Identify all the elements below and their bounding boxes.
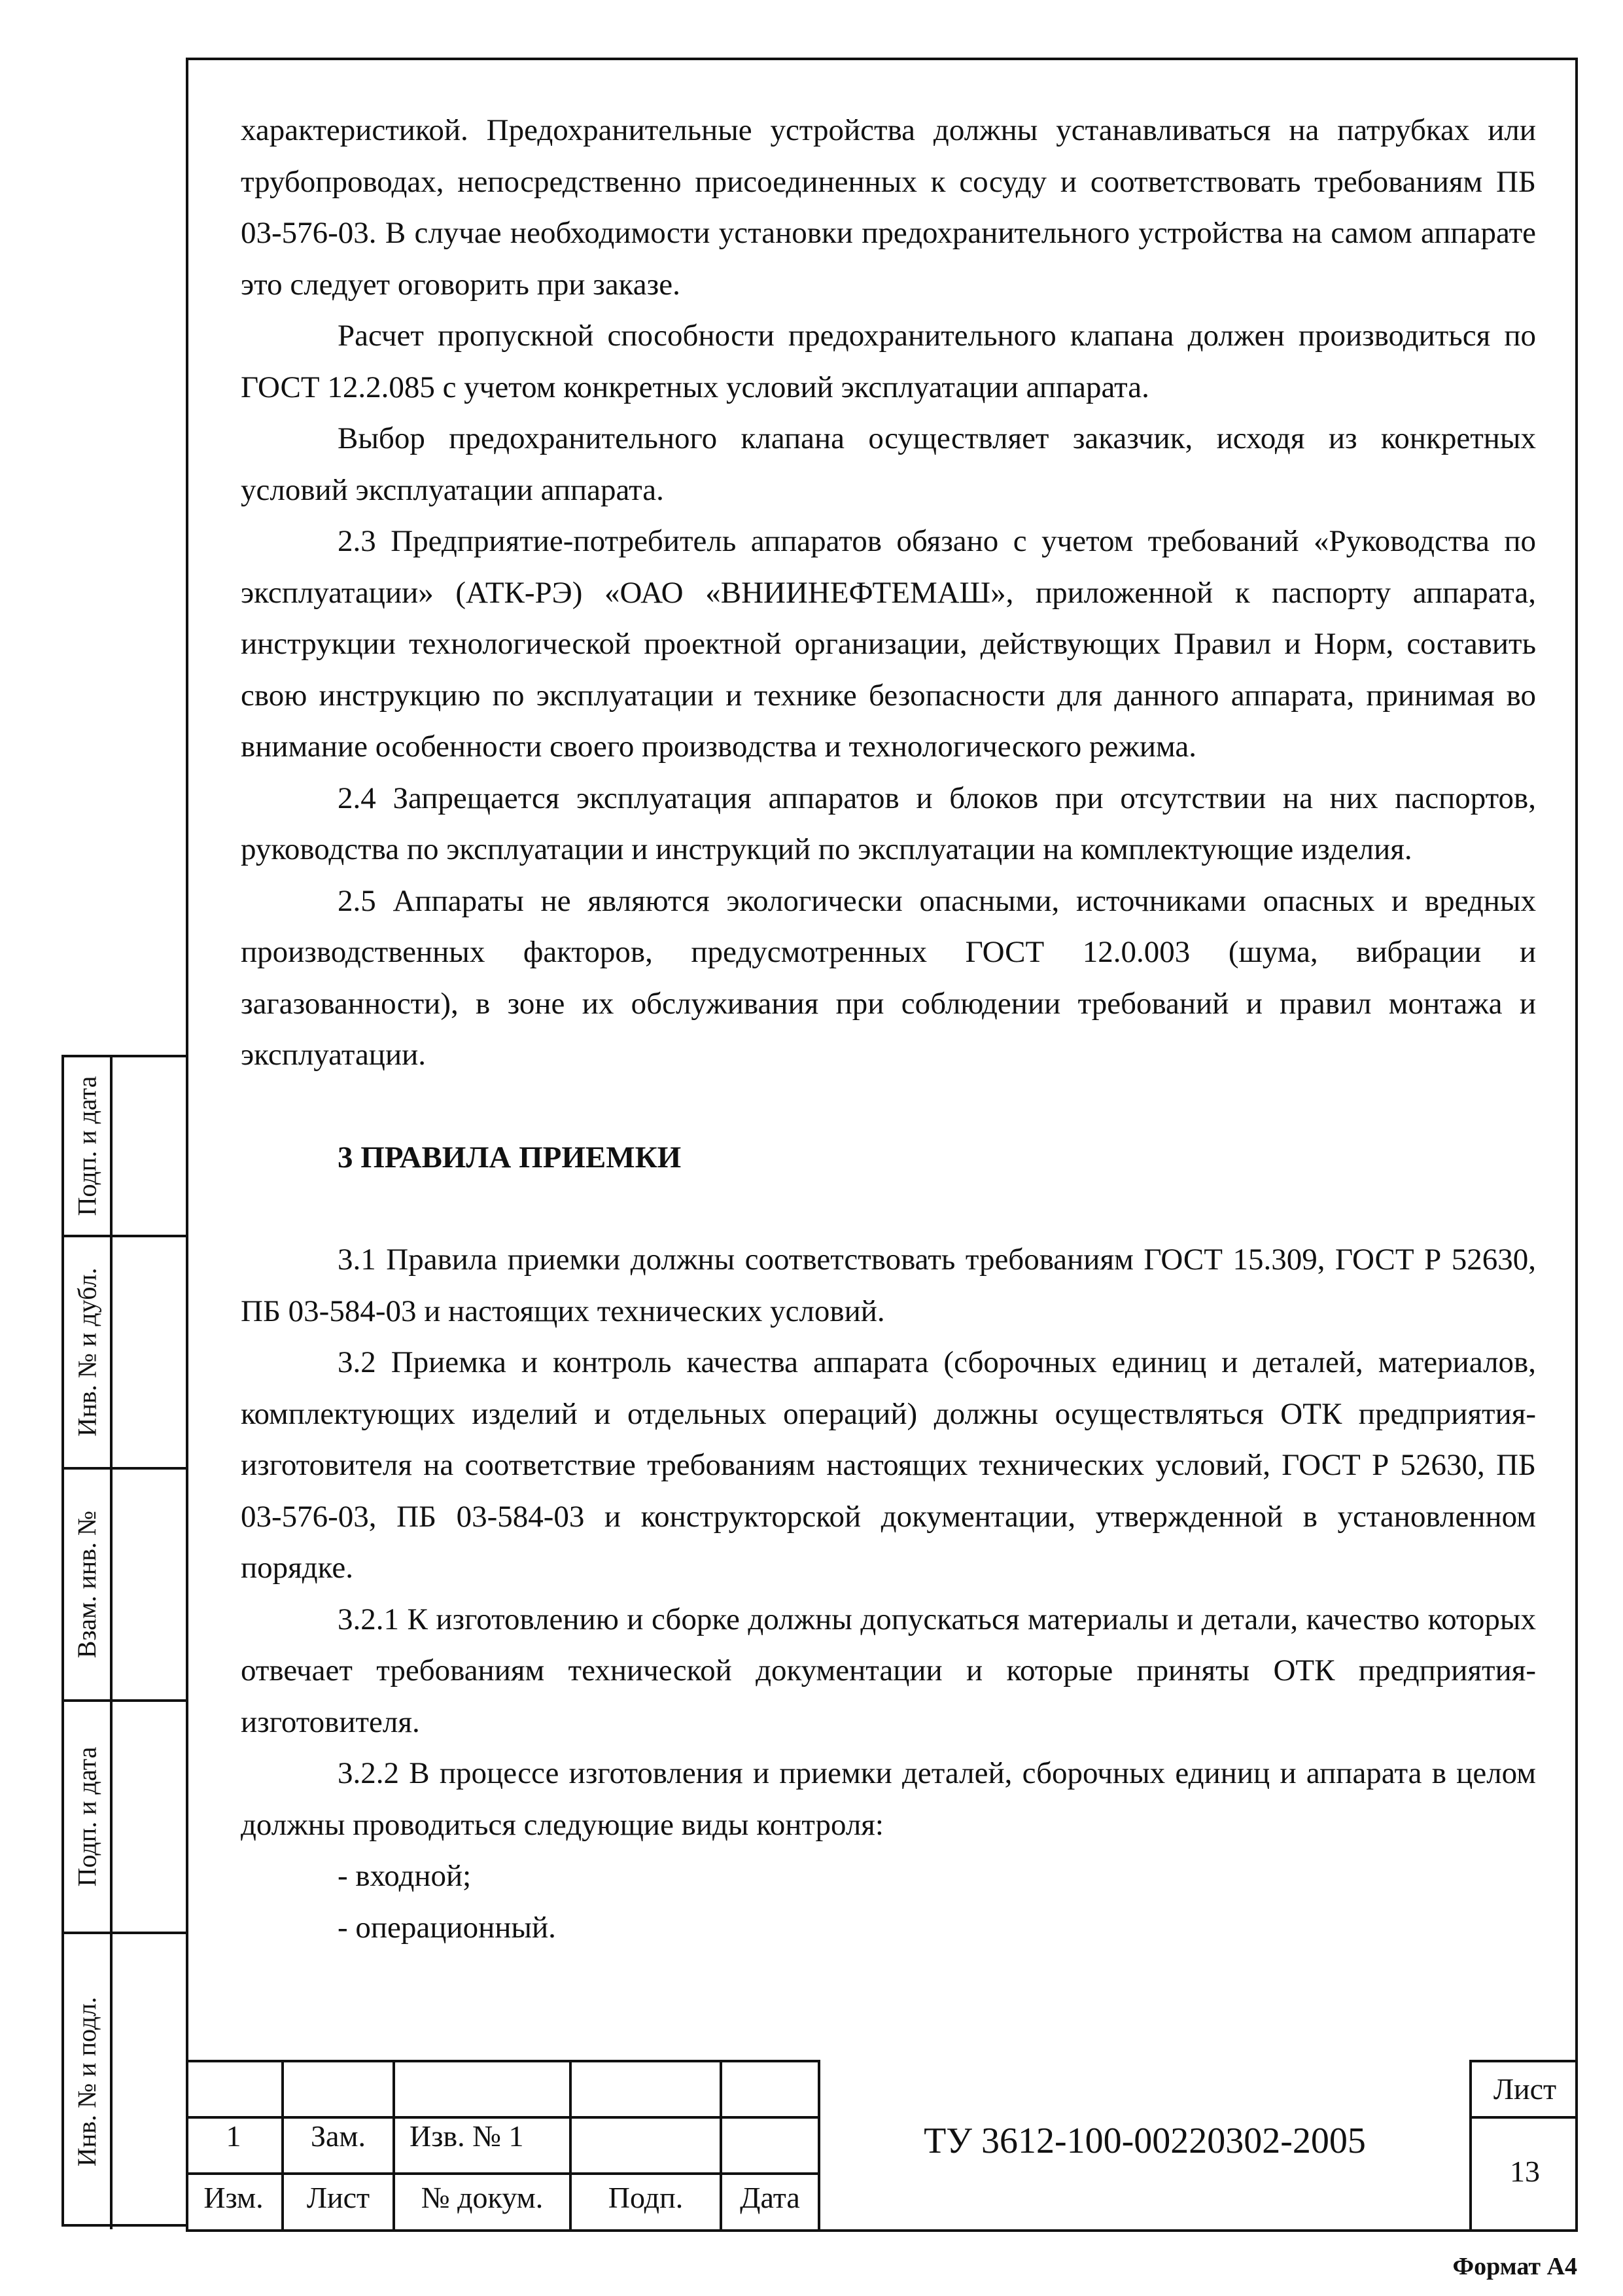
paragraph: 3.2 Приемка и контроль качества аппарата (сборочных единиц и деталей, материалов, комплектующих изделий и отдельных операций) должны осуществляться ОТК предприятия-изготовителя на соответствие требованиям настоящих технических условий, ГОСТ Р 52630, ПБ 03-576-03, ПБ 03-584-03 и конструкторской документации, утвержденной в установленном порядке. bbox=[241, 1345, 1536, 1585]
side-label: Инв. № и дубл. bbox=[72, 1267, 102, 1437]
side-cell bbox=[64, 1057, 188, 1237]
paragraph: 3.2.2 В процессе изготовления и приемки деталей, сборочных единиц и аппарата в целом должны проводиться следующие виды контроля: bbox=[241, 1756, 1536, 1842]
side-label: Инв. № и подл. bbox=[72, 1996, 102, 2167]
sheet-label: Лист bbox=[1493, 2072, 1557, 2106]
side-label-cell bbox=[64, 1237, 113, 1467]
side-label: Подп. и дата bbox=[72, 1076, 102, 1216]
side-stamp-strip bbox=[61, 1055, 188, 2227]
side-label-cell bbox=[64, 1057, 113, 1235]
document-body bbox=[241, 105, 1536, 1953]
col-izm: Изм. bbox=[203, 2181, 264, 2214]
side-label-cell bbox=[64, 1702, 113, 1932]
paragraph: 2.4 Запрещается эксплуатация аппаратов и блоков при отсутствии на них паспортов, руководства по эксплуатации и инструкций по эксплуатации на комплектующие изделия. bbox=[241, 781, 1536, 866]
side-label: Подп. и дата bbox=[72, 1746, 102, 1887]
document-code: ТУ 3612-100-00220302-2005 bbox=[924, 2121, 1366, 2161]
side-cell bbox=[64, 1702, 188, 1934]
paragraph: 3.2.1 К изготовлению и сборке должны допускаться материалы и детали, качество которых отвечает требованиям технической документации и которые приняты ОТК предприятия-изготовителя. bbox=[241, 1602, 1536, 1739]
paragraph: 2.5 Аппараты не являются экологически опасными, источниками опасных и вредных производственных факторов, предусмотренных ГОСТ 12.0.003 (шума, вибрации и загазованности), в зоне их обслуживания при соблюдении требований и правил монтажа и эксплуатации. bbox=[241, 883, 1536, 1072]
paragraph: 2.3 Предприятие-потребитель аппаратов обязано с учетом требований «Руководства по эксплуатации» (АТК-РЭ) «ОАО «ВНИИНЕФТЕМАШ», приложенной к паспорту аппарата, инструкции технологической проектной организации, действующих Правил и Норм, составить свою инструкцию по эксплуатации и технике безопасности для данного аппарата, принимая во внимание особенности своего производства и технологического режима. bbox=[241, 524, 1536, 764]
col-sign: Подп. bbox=[608, 2181, 684, 2214]
list-item: - операционный. bbox=[338, 1910, 556, 1945]
section-heading: 3 ПРАВИЛА ПРИЕМКИ bbox=[338, 1140, 682, 1174]
rule bbox=[1469, 2060, 1578, 2062]
paragraph: 3.1 Правила приемки должны соответствовать требованиям ГОСТ 15.309, ГОСТ Р 52630, ПБ 03-584-03 и настоящих технических условий. bbox=[241, 1243, 1536, 1328]
paragraph: Выбор предохранительного клапана осуществляет заказчик, исходя из конкретных условий эксплуатации аппарата. bbox=[241, 421, 1536, 507]
paragraph: характеристикой. Предохранительные устройства должны устанавливаться на патрубках или трубопроводах, непосредственно присоединенных к сосуду и соответствовать требованиям ПБ 03-576-03. В случае необходимости установки предохранительного устройства на самом аппарате это следует оговорить при заказе. bbox=[241, 113, 1536, 302]
format-label: Формат А4 bbox=[1452, 2253, 1577, 2280]
col-doc: № докум. bbox=[421, 2181, 544, 2214]
notice-number: Изв. № 1 bbox=[410, 2119, 524, 2153]
title-block bbox=[186, 2060, 1578, 2229]
sheet-number: 13 bbox=[1510, 2155, 1540, 2188]
side-label-cell bbox=[64, 1470, 113, 1699]
change-type: Зам. bbox=[310, 2119, 366, 2153]
side-label-cell bbox=[64, 1934, 113, 2229]
col-date: Дата bbox=[740, 2181, 800, 2214]
side-label: Взам. инв. № bbox=[72, 1510, 102, 1659]
rule bbox=[1469, 2116, 1578, 2119]
side-cell bbox=[64, 1237, 188, 1470]
col-list: Лист bbox=[306, 2181, 370, 2214]
paragraph: Расчет пропускной способности предохранительного клапана должен производиться по ГОСТ 12.2.085 с учетом конкретных условий эксплуатации аппарата. bbox=[241, 319, 1536, 404]
rev-number: 1 bbox=[226, 2119, 241, 2153]
list-item: - входной; bbox=[338, 1859, 472, 1893]
side-cell bbox=[64, 1470, 188, 1702]
side-cell bbox=[64, 1934, 188, 2229]
